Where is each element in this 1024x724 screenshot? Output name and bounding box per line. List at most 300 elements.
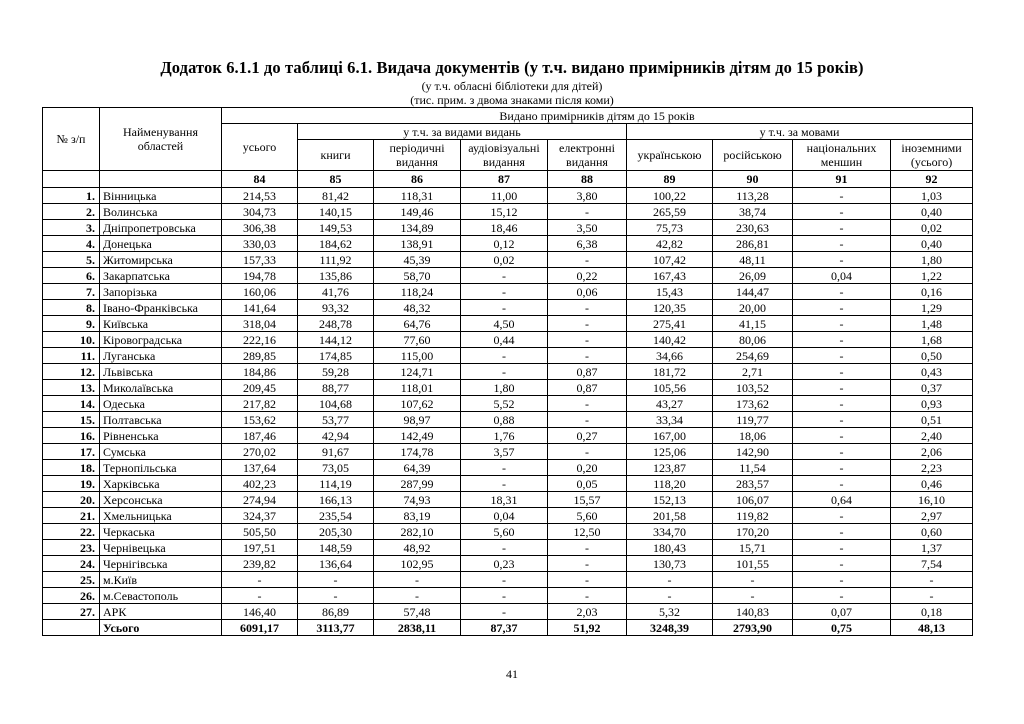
- value-cell: 3,57: [461, 444, 548, 460]
- value-cell: 0,87: [548, 364, 627, 380]
- value-cell: 170,20: [713, 524, 793, 540]
- value-cell: 102,95: [374, 556, 461, 572]
- value-cell: -: [793, 252, 891, 268]
- table-row: [43, 460, 973, 476]
- value-cell: 167,00: [627, 428, 713, 444]
- table-row: [43, 588, 973, 604]
- row-number: 22.: [43, 524, 100, 540]
- header-periodicals: періодичні видання: [374, 140, 461, 171]
- value-cell: 148,59: [298, 540, 374, 556]
- value-cell: 505,50: [222, 524, 298, 540]
- table-row: [43, 332, 973, 348]
- value-cell: 1,80: [891, 252, 973, 268]
- value-cell: -: [793, 348, 891, 364]
- value-cell: 1,76: [461, 428, 548, 444]
- value-cell: 209,45: [222, 380, 298, 396]
- value-cell: 18,46: [461, 220, 548, 236]
- row-number: 23.: [43, 540, 100, 556]
- region-name: Тернопільська: [100, 460, 222, 476]
- value-cell: 1,48: [891, 316, 973, 332]
- table-row: [43, 524, 973, 540]
- value-cell: 157,33: [222, 252, 298, 268]
- header-minorities: національних меншин: [793, 140, 891, 171]
- value-cell: 73,05: [298, 460, 374, 476]
- value-cell: 149,53: [298, 220, 374, 236]
- value-cell: 217,82: [222, 396, 298, 412]
- table-row: [43, 220, 973, 236]
- value-cell: 0,12: [461, 236, 548, 252]
- table-row: [43, 556, 973, 572]
- value-cell: 118,20: [627, 476, 713, 492]
- region-name: Одеська: [100, 396, 222, 412]
- value-cell: 0,60: [891, 524, 973, 540]
- header-by-language-group: у т.ч. за мовами: [627, 124, 973, 140]
- value-cell: 230,63: [713, 220, 793, 236]
- column-number: 85: [298, 171, 374, 188]
- value-cell: 324,37: [222, 508, 298, 524]
- column-number: 90: [713, 171, 793, 188]
- value-cell: 104,68: [298, 396, 374, 412]
- value-cell: 107,42: [627, 252, 713, 268]
- statistics-table: [42, 107, 973, 636]
- value-cell: 142,49: [374, 428, 461, 444]
- value-cell: 0,51: [891, 412, 973, 428]
- value-cell: 1,29: [891, 300, 973, 316]
- value-cell: 83,19: [374, 508, 461, 524]
- value-cell: -: [548, 316, 627, 332]
- region-name: м.Київ: [100, 572, 222, 588]
- value-cell: 48,11: [713, 252, 793, 268]
- region-name: Луганська: [100, 348, 222, 364]
- value-cell: 3,50: [548, 220, 627, 236]
- value-cell: 0,02: [891, 220, 973, 236]
- value-cell: 282,10: [374, 524, 461, 540]
- value-cell: 119,82: [713, 508, 793, 524]
- value-cell: 136,64: [298, 556, 374, 572]
- value-cell: -: [374, 572, 461, 588]
- row-number: 27.: [43, 604, 100, 620]
- value-cell: -: [793, 380, 891, 396]
- row-number: 26.: [43, 588, 100, 604]
- value-cell: 101,55: [713, 556, 793, 572]
- value-cell: -: [461, 284, 548, 300]
- row-number: 8.: [43, 300, 100, 316]
- table-row: [43, 252, 973, 268]
- value-cell: -: [793, 508, 891, 524]
- value-cell: 15,12: [461, 204, 548, 220]
- value-cell: 0,27: [548, 428, 627, 444]
- value-cell: 134,89: [374, 220, 461, 236]
- value-cell: -: [461, 460, 548, 476]
- region-name: Чернігівська: [100, 556, 222, 572]
- value-cell: 0,06: [548, 284, 627, 300]
- value-cell: 7,54: [891, 556, 973, 572]
- value-cell: 48,92: [374, 540, 461, 556]
- value-cell: 197,51: [222, 540, 298, 556]
- value-cell: 91,67: [298, 444, 374, 460]
- value-cell: 42,94: [298, 428, 374, 444]
- value-cell: -: [627, 572, 713, 588]
- table-row: [43, 540, 973, 556]
- value-cell: -: [793, 476, 891, 492]
- value-cell: 5,60: [461, 524, 548, 540]
- value-cell: 41,15: [713, 316, 793, 332]
- row-number: 20.: [43, 492, 100, 508]
- value-cell: 1,22: [891, 268, 973, 284]
- value-cell: -: [793, 556, 891, 572]
- row-number: 5.: [43, 252, 100, 268]
- table-row: [43, 476, 973, 492]
- value-cell: 304,73: [222, 204, 298, 220]
- value-cell: 2,23: [891, 460, 973, 476]
- value-cell: 140,15: [298, 204, 374, 220]
- value-cell: -: [793, 572, 891, 588]
- region-name: Вінницька: [100, 188, 222, 204]
- value-cell: -: [627, 588, 713, 604]
- value-cell: 0,88: [461, 412, 548, 428]
- value-cell: 0,18: [891, 604, 973, 620]
- table-row: [43, 412, 973, 428]
- value-cell: -: [793, 412, 891, 428]
- column-number: 88: [548, 171, 627, 188]
- page-number: 41: [506, 667, 518, 681]
- value-cell: 6,38: [548, 236, 627, 252]
- header-russian: російською: [713, 140, 793, 171]
- value-cell: 0,05: [548, 476, 627, 492]
- header-ukrainian: українською: [627, 140, 713, 171]
- region-name: Житомирська: [100, 252, 222, 268]
- region-name: Черкаська: [100, 524, 222, 540]
- value-cell: 140,42: [627, 332, 713, 348]
- value-cell: 153,62: [222, 412, 298, 428]
- value-cell: 12,50: [548, 524, 627, 540]
- header-region: Найменування областей: [100, 108, 222, 171]
- table-header: [43, 108, 973, 188]
- value-cell: 289,85: [222, 348, 298, 364]
- value-cell: 135,86: [298, 268, 374, 284]
- value-cell: -: [461, 572, 548, 588]
- header-total: усього: [222, 124, 298, 171]
- header-electronic: електронні видання: [548, 140, 627, 171]
- value-cell: -: [298, 588, 374, 604]
- table-row: [43, 572, 973, 588]
- value-cell: 0,02: [461, 252, 548, 268]
- value-cell: 239,82: [222, 556, 298, 572]
- value-cell: -: [461, 364, 548, 380]
- value-cell: 130,73: [627, 556, 713, 572]
- value-cell: 48,13: [891, 620, 973, 636]
- header-children-group: Видано примірників дітям до 15 років: [222, 108, 973, 124]
- value-cell: -: [793, 284, 891, 300]
- value-cell: 48,32: [374, 300, 461, 316]
- document-subtitle: (у т.ч. обласні бібліотеки для дітей): [421, 79, 603, 93]
- value-cell: 0,04: [793, 268, 891, 284]
- value-cell: 287,99: [374, 476, 461, 492]
- value-cell: 146,40: [222, 604, 298, 620]
- value-cell: 138,91: [374, 236, 461, 252]
- value-cell: -: [222, 572, 298, 588]
- value-cell: 201,58: [627, 508, 713, 524]
- table-row: [43, 380, 973, 396]
- value-cell: 59,28: [298, 364, 374, 380]
- value-cell: 166,13: [298, 492, 374, 508]
- value-cell: 0,37: [891, 380, 973, 396]
- value-cell: -: [891, 572, 973, 588]
- value-cell: -: [461, 540, 548, 556]
- region-name: м.Севастополь: [100, 588, 222, 604]
- table-row: [43, 444, 973, 460]
- value-cell: 167,43: [627, 268, 713, 284]
- total-label: Усього: [100, 620, 222, 636]
- value-cell: -: [548, 348, 627, 364]
- column-number: 89: [627, 171, 713, 188]
- value-cell: 93,32: [298, 300, 374, 316]
- value-cell: 137,64: [222, 460, 298, 476]
- value-cell: 0,16: [891, 284, 973, 300]
- value-cell: -: [548, 556, 627, 572]
- value-cell: 98,97: [374, 412, 461, 428]
- table-row: [43, 284, 973, 300]
- value-cell: -: [793, 220, 891, 236]
- region-name: Хмельницька: [100, 508, 222, 524]
- row-number: 18.: [43, 460, 100, 476]
- value-cell: 64,76: [374, 316, 461, 332]
- value-cell: 107,62: [374, 396, 461, 412]
- row-number: 4.: [43, 236, 100, 252]
- document-title: Додаток 6.1.1 до таблиці 6.1. Видача документів (у т.ч. видано примірників дітям до 15 років): [160, 58, 864, 77]
- value-cell: -: [548, 588, 627, 604]
- value-cell: 115,00: [374, 348, 461, 364]
- value-cell: -: [548, 204, 627, 220]
- value-cell: 3113,77: [298, 620, 374, 636]
- row-number: 11.: [43, 348, 100, 364]
- value-cell: 0,64: [793, 492, 891, 508]
- value-cell: 87,37: [461, 620, 548, 636]
- table-body: [43, 188, 973, 636]
- row-number: [43, 620, 100, 636]
- value-cell: 0,46: [891, 476, 973, 492]
- value-cell: 0,75: [793, 620, 891, 636]
- value-cell: 118,01: [374, 380, 461, 396]
- value-cell: 118,31: [374, 188, 461, 204]
- value-cell: -: [793, 204, 891, 220]
- region-name: Рівненська: [100, 428, 222, 444]
- table-row: [43, 604, 973, 620]
- value-cell: 119,77: [713, 412, 793, 428]
- header-foreign: іноземними (усього): [891, 140, 973, 171]
- header-books: книги: [298, 140, 374, 171]
- value-cell: 80,06: [713, 332, 793, 348]
- value-cell: 42,82: [627, 236, 713, 252]
- value-cell: -: [548, 252, 627, 268]
- value-cell: -: [793, 444, 891, 460]
- value-cell: 2838,11: [374, 620, 461, 636]
- column-number: 87: [461, 171, 548, 188]
- value-cell: 1,03: [891, 188, 973, 204]
- value-cell: 0,20: [548, 460, 627, 476]
- value-cell: 100,22: [627, 188, 713, 204]
- value-cell: -: [793, 236, 891, 252]
- value-cell: 58,70: [374, 268, 461, 284]
- value-cell: 318,04: [222, 316, 298, 332]
- value-cell: 3248,39: [627, 620, 713, 636]
- value-cell: 15,71: [713, 540, 793, 556]
- value-cell: 1,80: [461, 380, 548, 396]
- row-number: 24.: [43, 556, 100, 572]
- value-cell: 214,53: [222, 188, 298, 204]
- value-cell: 152,13: [627, 492, 713, 508]
- value-cell: 103,52: [713, 380, 793, 396]
- region-name: Полтавська: [100, 412, 222, 428]
- value-cell: 15,57: [548, 492, 627, 508]
- table-row: [43, 428, 973, 444]
- value-cell: 0,40: [891, 236, 973, 252]
- value-cell: -: [461, 268, 548, 284]
- value-cell: 184,62: [298, 236, 374, 252]
- row-number: 17.: [43, 444, 100, 460]
- value-cell: 26,09: [713, 268, 793, 284]
- value-cell: 0,93: [891, 396, 973, 412]
- region-name: Кіровоградська: [100, 332, 222, 348]
- value-cell: -: [222, 588, 298, 604]
- value-cell: -: [793, 316, 891, 332]
- value-cell: 105,56: [627, 380, 713, 396]
- value-cell: 41,76: [298, 284, 374, 300]
- value-cell: 149,46: [374, 204, 461, 220]
- value-cell: 174,85: [298, 348, 374, 364]
- value-cell: 77,60: [374, 332, 461, 348]
- table-row: [43, 316, 973, 332]
- row-number: 7.: [43, 284, 100, 300]
- value-cell: 275,41: [627, 316, 713, 332]
- value-cell: 3,80: [548, 188, 627, 204]
- value-cell: -: [374, 588, 461, 604]
- value-cell: -: [793, 460, 891, 476]
- column-number: 92: [891, 171, 973, 188]
- value-cell: 265,59: [627, 204, 713, 220]
- value-cell: 0,04: [461, 508, 548, 524]
- row-number: 3.: [43, 220, 100, 236]
- row-number: 12.: [43, 364, 100, 380]
- value-cell: -: [548, 572, 627, 588]
- value-cell: 114,19: [298, 476, 374, 492]
- value-cell: -: [793, 188, 891, 204]
- value-cell: 86,89: [298, 604, 374, 620]
- value-cell: -: [548, 444, 627, 460]
- value-cell: 51,92: [548, 620, 627, 636]
- header-row-number: № з/п: [43, 108, 100, 171]
- value-cell: 330,03: [222, 236, 298, 252]
- region-name: Івано-Франківська: [100, 300, 222, 316]
- value-cell: 5,52: [461, 396, 548, 412]
- value-cell: 142,90: [713, 444, 793, 460]
- row-number: 21.: [43, 508, 100, 524]
- value-cell: 45,39: [374, 252, 461, 268]
- table-row: [43, 492, 973, 508]
- value-cell: 15,43: [627, 284, 713, 300]
- column-number: 91: [793, 171, 891, 188]
- value-cell: 43,27: [627, 396, 713, 412]
- table-row: [43, 364, 973, 380]
- value-cell: 194,78: [222, 268, 298, 284]
- row-number: 6.: [43, 268, 100, 284]
- value-cell: 0,40: [891, 204, 973, 220]
- value-cell: -: [793, 396, 891, 412]
- value-cell: 1,37: [891, 540, 973, 556]
- value-cell: 53,77: [298, 412, 374, 428]
- table-row: [43, 348, 973, 364]
- value-cell: 205,30: [298, 524, 374, 540]
- region-name: Запорізька: [100, 284, 222, 300]
- value-cell: 11,00: [461, 188, 548, 204]
- value-cell: 173,62: [713, 396, 793, 412]
- header-audiovisual: аудіовізуальні видання: [461, 140, 548, 171]
- value-cell: 187,46: [222, 428, 298, 444]
- value-cell: 283,57: [713, 476, 793, 492]
- value-cell: 2,06: [891, 444, 973, 460]
- value-cell: 75,73: [627, 220, 713, 236]
- value-cell: -: [548, 396, 627, 412]
- region-name: АРК: [100, 604, 222, 620]
- value-cell: 81,42: [298, 188, 374, 204]
- table-row: [43, 508, 973, 524]
- column-number: 84: [222, 171, 298, 188]
- value-cell: 74,93: [374, 492, 461, 508]
- value-cell: -: [548, 540, 627, 556]
- value-cell: -: [793, 364, 891, 380]
- value-cell: 2,03: [548, 604, 627, 620]
- value-cell: 222,16: [222, 332, 298, 348]
- value-cell: -: [461, 300, 548, 316]
- value-cell: 184,86: [222, 364, 298, 380]
- value-cell: 0,43: [891, 364, 973, 380]
- row-number: 19.: [43, 476, 100, 492]
- row-number: 13.: [43, 380, 100, 396]
- row-number: 14.: [43, 396, 100, 412]
- value-cell: -: [461, 588, 548, 604]
- value-cell: 6091,17: [222, 620, 298, 636]
- value-cell: -: [548, 332, 627, 348]
- row-number: 15.: [43, 412, 100, 428]
- value-cell: -: [548, 412, 627, 428]
- value-cell: 180,43: [627, 540, 713, 556]
- value-cell: 106,07: [713, 492, 793, 508]
- row-number: 1.: [43, 188, 100, 204]
- value-cell: 140,83: [713, 604, 793, 620]
- value-cell: 18,31: [461, 492, 548, 508]
- table-row: [43, 396, 973, 412]
- region-name: Київська: [100, 316, 222, 332]
- value-cell: 274,94: [222, 492, 298, 508]
- value-cell: 38,74: [713, 204, 793, 220]
- value-cell: -: [793, 332, 891, 348]
- value-cell: 0,87: [548, 380, 627, 396]
- value-cell: 113,28: [713, 188, 793, 204]
- value-cell: 20,00: [713, 300, 793, 316]
- value-cell: 33,34: [627, 412, 713, 428]
- value-cell: 2,40: [891, 428, 973, 444]
- table-row: [43, 188, 973, 204]
- total-row: [43, 620, 973, 636]
- value-cell: 118,24: [374, 284, 461, 300]
- region-name: Чернівецька: [100, 540, 222, 556]
- row-number: 16.: [43, 428, 100, 444]
- value-cell: 34,66: [627, 348, 713, 364]
- value-cell: 0,44: [461, 332, 548, 348]
- value-cell: 64,39: [374, 460, 461, 476]
- value-cell: 0,07: [793, 604, 891, 620]
- value-cell: 235,54: [298, 508, 374, 524]
